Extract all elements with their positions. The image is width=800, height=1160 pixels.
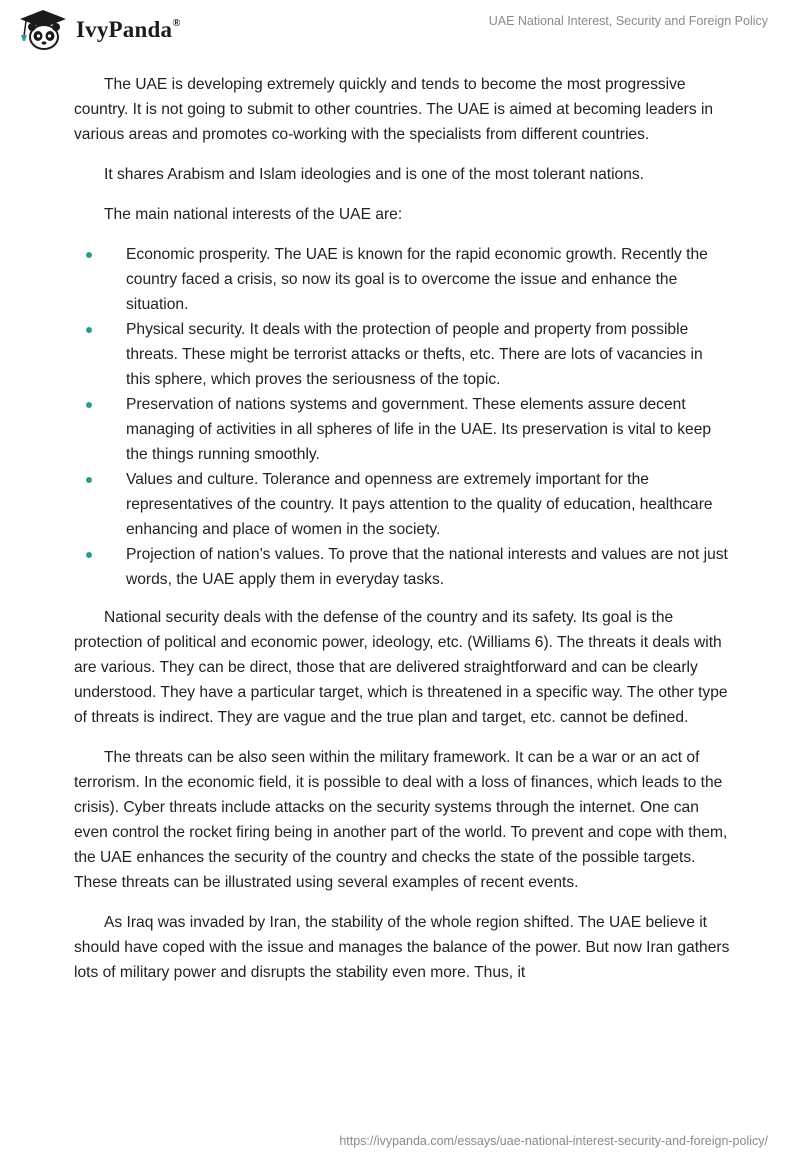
- paragraph: It shares Arabism and Islam ideologies and is one of the most tolerant nations.: [104, 166, 645, 183]
- paragraph: National security deals with the defense of the country and its safety. Its goal is the protection of political and economic power, ideology, etc. (Williams 6). The threats it deals with are various. They can be direct, those that are delivered straightforward and can be clearly understood. They have a particular target, which is threatened in a specific way. The other type of threats is indirect. They are vague and the true plan and target, etc. cannot be defined.: [74, 609, 728, 726]
- bullet-icon: [86, 252, 92, 258]
- page-header: [0, 0, 800, 70]
- bullet-icon: [86, 327, 92, 333]
- list-item: Preservation of nations systems and government. These elements assure decent managing of activities in all spheres of life in the UAE. Its preservation is vital to keep the things running smoothly.: [74, 392, 730, 467]
- paragraph: The threats can be also seen within the military framework. It can be a war or an act of terrorism. In the economic field, it is possible to deal with a loss of finances, which leads to the crisis). Cyber threats include attacks on the security systems through the internet. One can even control the rocket firing being in another part of the world. To prevent and cope with them, the UAE enhances the security of the country and checks the state of the possible targets. These threats can be illustrated using several examples of recent events.: [74, 749, 728, 891]
- list-item: Physical security. It deals with the protection of people and property from possible threats. These might be terrorist attacks or thefts, etc. There are lots of vacancies in this sphere, which proves the seriousness of the topic.: [74, 317, 730, 392]
- paragraph: As Iraq was invaded by Iran, the stability of the whole region shifted. The UAE believe it should have coped with the issue and manages the balance of the power. But now Iran gathers lots of military power and disrupts the stability even more. Thus, it: [74, 914, 730, 981]
- ivypanda-logo[interactable]: [14, 8, 181, 52]
- panda-graduate-icon: [14, 8, 72, 52]
- bullet-icon: [86, 477, 92, 483]
- national-interests-list: [74, 242, 730, 592]
- bullet-icon: [86, 402, 92, 408]
- list-item: Economic prosperity. The UAE is known for the rapid economic growth. Recently the country faced a crisis, so now its goal is to overcome the issue and enhance the situation.: [74, 242, 730, 317]
- list-item: Values and culture. Tolerance and openness are extremely important for the representatives of the country. It pays attention to the quality of education, healthcare enhancing and place of women in the society.: [74, 467, 730, 542]
- list-item: Projection of nation’s values. To prove that the national interests and values are not just words, the UAE apply them in everyday tasks.: [74, 542, 730, 592]
- document-title: UAE National Interest, Security and Foreign Policy: [488, 14, 768, 28]
- paragraph: The main national interests of the UAE are:: [104, 206, 403, 223]
- paragraph: The UAE is developing extremely quickly and tends to become the most progressive country. It is not going to submit to other countries. The UAE is aimed at becoming leaders in various areas and promotes co-working with the specialists from different countries.: [74, 76, 714, 143]
- bullet-icon: [86, 552, 92, 558]
- brand-name: IvyPanda®: [76, 17, 181, 42]
- essay-body: [74, 72, 730, 1000]
- source-url-link[interactable]: https://ivypanda.com/essays/uae-national-interest-security-and-foreign-policy/: [339, 1134, 768, 1148]
